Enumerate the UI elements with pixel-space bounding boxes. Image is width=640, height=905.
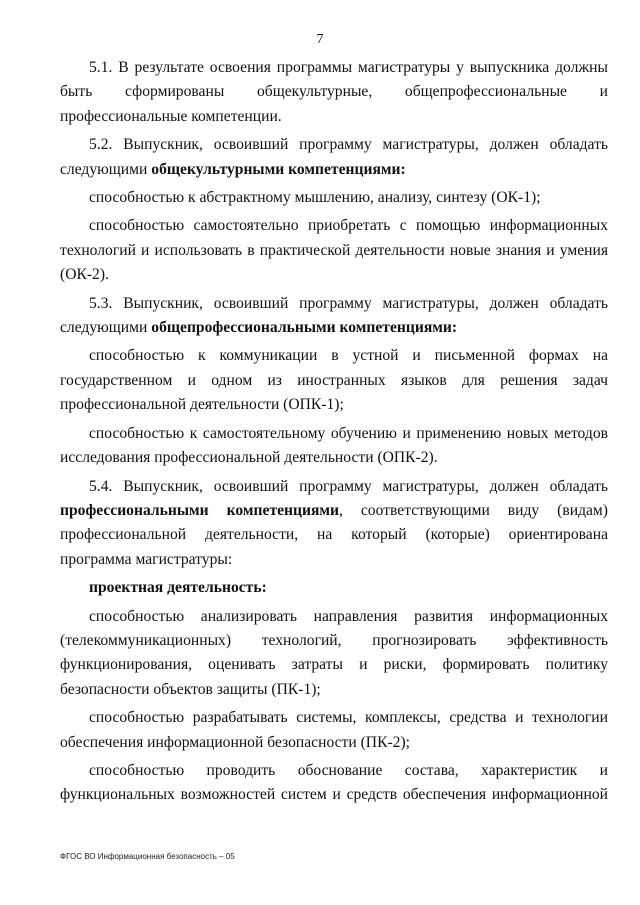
bold-term-general-professional: общепрофессиональными компетенциями: [151,319,458,337]
paragraph-text: , соответствующими виду (видам) профессиональной деятельности, на который (которые) ориентирована программа магистратуры: [60,501,608,568]
paragraph-text: способностью разрабатывать системы, комплексы, средства и технологии обеспечения информационной безопасности (ПК-2); [60,709,608,751]
document-body [60,56,608,812]
competence-ok-2 [60,214,608,287]
paragraph-text: способностью к коммуникации в устной и письменной формах на государственном и одном из иностранных языков для решения задач профессиональной деятельности (ОПК-1); [60,347,608,414]
page-number: 7 [316,32,324,47]
competence-pk-3-partial [60,759,608,808]
competence-pk-2 [60,706,608,755]
paragraph-5-3 [60,292,608,341]
paragraph-text: способностью к абстрактному мышлению, анализу, синтезу (ОК-1); [89,189,541,207]
paragraph-text: способностью к самостоятельному обучению и применению новых методов исследования профессиональной деятельности (ОПК-2). [60,424,608,467]
competence-pk-1 [60,605,608,703]
paragraph-5-2 [60,133,608,182]
paragraph-text: способностью анализировать направления развития информационных (телекоммуникационных) технологий, прогнозировать эффективность функционирования, оценивать затраты и риски, формировать политику безопасности объектов защиты (ПК-1); [60,607,608,698]
paragraph-text: 5.4. Выпускник, освоивший программу магистратуры, должен обладать [89,477,608,495]
paragraph-text: 5.3. Выпускник, освоивший программу магистратуры, должен обладать следующими [60,294,608,337]
page-footer: ФГОС ВО Информационная безопасность – 05 [60,852,235,861]
competence-ok-1 [60,186,608,210]
competence-opk-1 [60,344,608,417]
paragraph-text: способностью проводить обоснование состава, характеристик и функциональных возможностей систем и средств обеспечения информационной [60,761,608,804]
bold-term-professional: профессиональными компетенциями [60,501,340,519]
paragraph-5-1 [60,56,608,129]
competence-opk-2 [60,422,608,471]
paragraph-text: 5.2. Выпускник, освоивший программу магистратуры, должен обладать следующими [60,136,608,178]
bold-term-general-cultural: общекультурными компетенциями: [151,160,406,178]
bold-term-project-activity: проектная деятельность: [89,579,267,597]
paragraph-5-4 [60,475,608,573]
paragraph-text: способностью самостоятельно приобретать с помощью информационных технологий и использовать в практической деятельности новые знания и умения (ОК-2). [60,217,608,284]
paragraph-text: 5.1. В результате освоения программы магистратуры у выпускника должны быть сформированы общекультурные, общепрофессиональные и профессиональные компетенции. [60,59,608,125]
activity-type-heading [60,576,608,600]
